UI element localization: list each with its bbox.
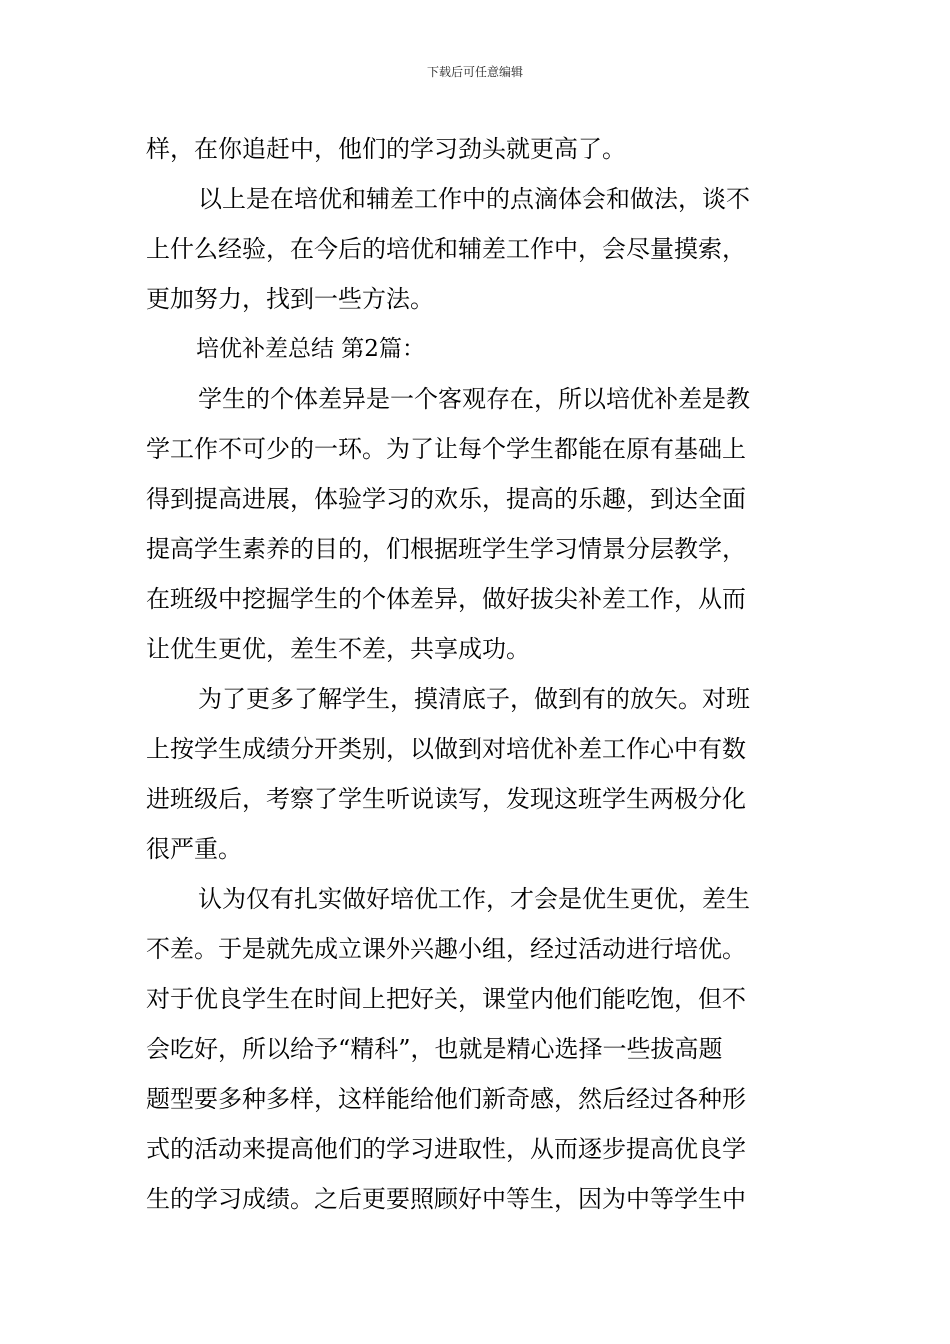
- text-line: 生的学习成绩。之后更要照顾好中等生，因为中等学生中: [146, 1185, 746, 1213]
- text-line: 在班级中挖掘学生的个体差异，做好拔尖补差工作，从而: [146, 585, 746, 613]
- text-line: 不差。于是就先成立课外兴趣小组，经过活动进行培优。: [146, 935, 746, 963]
- text-line: 样，在你追赶中，他们的学习劲头就更高了。: [146, 135, 626, 163]
- text-line: 式的活动来提高他们的学习进取性，从而逐步提高优良学: [146, 1135, 746, 1163]
- text-line: 让优生更优，差生不差，共享成功。: [146, 635, 530, 663]
- document-body: [146, 124, 808, 1224]
- text-line: 学工作不可少的一环。为了让每个学生都能在原有基础上: [146, 435, 746, 463]
- section-heading: 培优补差总结 第2篇：: [196, 336, 425, 362]
- text-line: 上按学生成绩分开类别，以做到对培优补差工作心中有数: [146, 735, 746, 763]
- text-line: 为了更多了解学生，摸清底子，做到有的放矢。对班: [198, 685, 750, 713]
- text-line: 提高学生素养的目的，们根据班学生学习情景分层教学，: [146, 535, 746, 563]
- text-line: 学生的个体差异是一个客观存在，所以培优补差是教: [198, 385, 750, 413]
- text-line: 很严重。: [146, 835, 242, 863]
- text-line: 上什么经验，在今后的培优和辅差工作中，会尽量摸索，: [146, 235, 746, 263]
- text-line: 更加努力，找到一些方法。: [146, 285, 434, 313]
- text-line: 对于优良学生在时间上把好关，课堂内他们能吃饱，但不: [146, 985, 746, 1013]
- text-line: 进班级后，考察了学生听说读写，发现这班学生两极分化: [146, 785, 746, 813]
- text-line: 认为仅有扎实做好培优工作，才会是优生更优，差生: [198, 885, 750, 913]
- text-line: 题型要多种多样，这样能给他们新奇感，然后经过各种形: [146, 1085, 746, 1113]
- text-line: 得到提高进展，体验学习的欢乐，提高的乐趣，到达全面: [146, 485, 746, 513]
- text-line: 以上是在培优和辅差工作中的点滴体会和做法，谈不: [198, 185, 750, 213]
- text-line: 会吃好，所以给予“精科”，也就是精心选择一些拔高题: [146, 1035, 723, 1063]
- page-header: 下载后可任意编辑: [426, 65, 523, 79]
